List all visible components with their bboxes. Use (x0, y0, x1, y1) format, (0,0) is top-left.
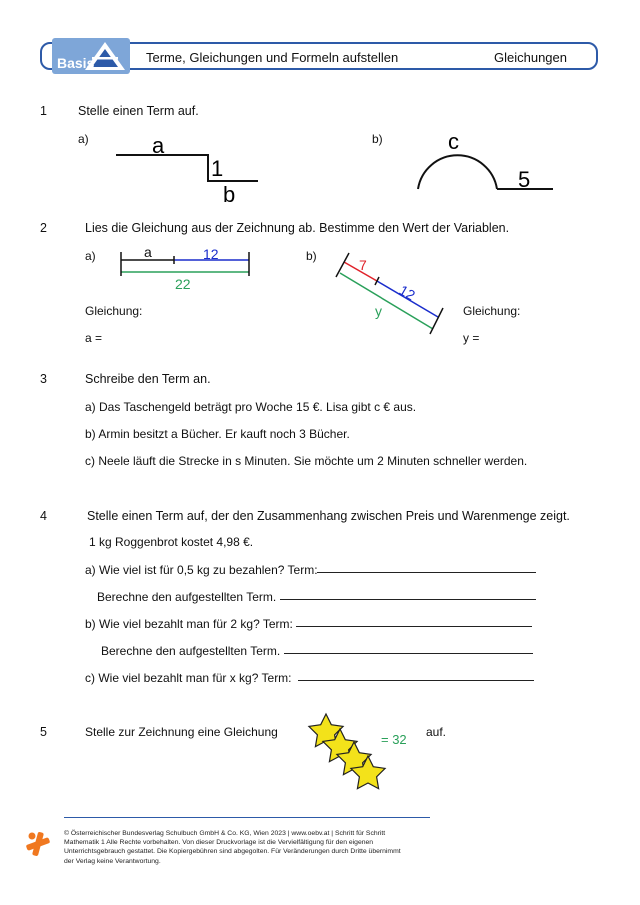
task4-b-calc: Berechne den aufgestellten Term. (101, 644, 281, 658)
task2-b-label: b) (306, 249, 317, 263)
task3-item-a: a) Das Taschengeld beträgt pro Woche 15 €. Lisa gibt c € aus. (85, 400, 417, 414)
task1-b-label: b) (372, 132, 383, 146)
task4-instruction: Stelle einen Term auf, der den Zusammenhang zwischen Preis und Warenmenge zeigt. (87, 509, 570, 523)
task5-star-figure (300, 708, 420, 798)
task2-equation-label-a: Gleichung: (85, 304, 143, 318)
task5-instruction: Stelle zur Zeichnung eine Gleichung (85, 725, 278, 739)
footer-line-2: Mathematik 1 Alle Rechte vorbehalten. Von dieser Druckvorlage ist die Vervielfältigung für den eigenen (64, 839, 374, 847)
task4-number: 4 (40, 509, 47, 523)
task1-figure-a (100, 125, 280, 210)
task2-instruction: Lies die Gleichung aus der Zeichnung ab. Bestimme den Wert der Variablen. (85, 221, 510, 235)
task4-a-calc: Berechne den aufgestellten Term. (97, 590, 277, 604)
task2-figure-a (112, 242, 262, 297)
task4-a-calc-line[interactable] (280, 599, 536, 600)
task4-a-question: a) Wie viel ist für 0,5 kg zu bezahlen? Term: (85, 563, 318, 577)
task4-b-term-line[interactable] (296, 626, 532, 627)
task4-b-question: b) Wie viel bezahlt man für 2 kg? Term: (85, 617, 293, 631)
basis-logo (52, 38, 130, 74)
fig2a-part2: 12 (203, 246, 219, 262)
fig2b-part1: 7 (359, 257, 367, 273)
task4-b-calc-line[interactable] (284, 653, 533, 654)
fig2b-total: y (375, 303, 382, 319)
task2-a-label: a) (85, 249, 96, 263)
task2-figure-b (330, 245, 450, 345)
logo-label: Basis (57, 55, 95, 71)
segment-y (340, 273, 433, 329)
task3-instruction: Schreibe den Term an. (85, 372, 211, 386)
footer-rule (64, 817, 430, 818)
footer-line-3: Unterrichtsgebrauch gestattet. Die Kopiergebühren sind abgegolten. Für Veränderungen durch Dritte übernimmt (64, 848, 401, 856)
task2-number: 2 (40, 221, 47, 235)
task3-number: 3 (40, 372, 47, 386)
task4-a-term-line[interactable] (317, 572, 536, 573)
fig2a-part1: a (144, 244, 152, 260)
fig-b-arc-label: c (448, 129, 459, 154)
fig2b-part2: 12 (396, 281, 418, 304)
footer-line-1: © Österreichischer Bundesverlag Schulbuch GmbH & Co. KG, Wien 2023 | www.oebv.at | Schritt für Schritt (64, 830, 386, 837)
task3-item-b: b) Armin besitzt a Bücher. Er kauft noch 3 Bücher. (85, 427, 350, 441)
footer-line-4: der Verlag keine Verantwortung. (64, 857, 161, 865)
footer-copyright (64, 829, 444, 866)
task2-answer-a: a = (85, 331, 103, 345)
task2-answer-b: y = (463, 331, 480, 345)
fig-b-line-label: 5 (518, 167, 531, 192)
task2-equation-label-b: Gleichung: (463, 304, 521, 318)
arc (418, 155, 497, 189)
task5-equals: = 32 (381, 732, 407, 747)
task1-a-label: a) (78, 132, 89, 146)
task4-c-term-line[interactable] (298, 680, 534, 681)
page-topic: Gleichungen (494, 50, 567, 65)
task5-suffix: auf. (426, 725, 447, 739)
task5-number: 5 (40, 725, 47, 739)
task4-c-question: c) Wie viel bezahlt man für x kg? Term: (85, 671, 292, 685)
fig-a-bottom-label: b (223, 182, 236, 207)
publisher-logo-icon (24, 830, 52, 858)
fig2a-total: 22 (175, 276, 191, 292)
fig-a-step-label: 1 (211, 156, 224, 181)
step-line (116, 155, 258, 181)
task1-number: 1 (40, 104, 47, 118)
fig-a-top-label: a (152, 133, 165, 158)
task4-given: 1 kg Roggenbrot kostet 4,98 €. (89, 535, 254, 549)
task1-figure-b (405, 125, 565, 200)
task3-item-c: c) Neele läuft die Strecke in s Minuten. Sie möchte um 2 Minuten schneller werden. (85, 454, 528, 468)
page-title: Terme, Gleichungen und Formeln aufstellen (146, 50, 399, 65)
task1-instruction: Stelle einen Term auf. (78, 104, 199, 118)
